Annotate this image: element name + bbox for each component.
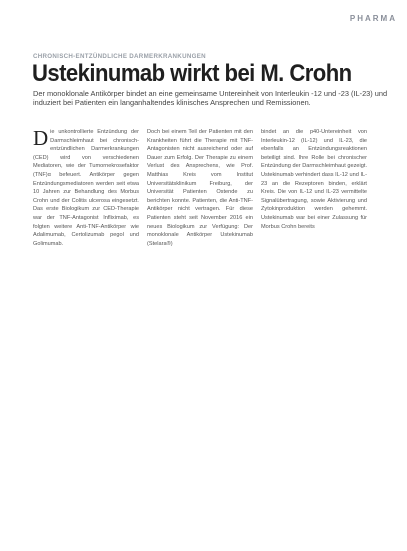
kicker: CHRONISCH-ENTZÜNDLICHE DARMERKRANKUNGEN [33, 53, 206, 60]
page-title: Ustekinumab wirkt bei M. Crohn [32, 60, 352, 87]
drop-cap: D [33, 128, 49, 150]
lead-paragraph: Der monoklonale Antikörper bindet an eine gemeinsame Untereinheit von Interleukin -12 und -23 (IL-23) und induziert bei Patienten ein langanhaltendes klinisches Ansprechen und Remissionen. [33, 89, 388, 108]
text-column-3 [261, 128, 367, 293]
section-tag: PHARMA [349, 14, 397, 23]
body-text-2: Doch bei einem Teil der Patienten mit den Krankheiten führt die Therapie mit TNF-Antagonisten nicht ausreichend oder auf Dauer zum Erfolg. Der Therapie zu einem Verlust des Ansprechens, wie Prof. Matthias Kreis vom Institut Universitätsklinikum Freiburg, der Universität Patienten Ostende zu berichten konnte. Patienten, die Anti-TNF-Antikörper nicht vertragen. Für diese Patienten steht seit November 2016 ein neues Biologikum zur Verfügung: Der monoklonale Antikörper Ustekinumab (Stelara®) [147, 129, 253, 247]
body-text-1: ie unkontrollierte Entzündung der Darmschleimhaut bei chronisch-entzündlichen Darmerkrankungen (CED) wird von verschiedenen Mediatoren, wie der Tumornekrosefaktor (TNF)α befeuert. Antikörper gegen Entzündungsmediatoren werden seit etwa 10 Jahren zur Behandlung des Morbus Crohn und der Colitis ulcerosa eingesetzt. Das erste Biologikum zur CED-Therapie war der TNF-Antagonist Infliximab, es folgten weitere Anti-TNF-Antikörper wie Adalimumab, Certolizumab pegol und Golimumab. [33, 129, 139, 247]
text-column-1 [33, 128, 139, 293]
body-text-3: bindet an die p40-Untereinheit von Interleukin-12 (IL-12) und IL-23, die ebenfalls an Entzündungsreaktionen beteiligt sind. Ihre Rolle bei chronischer Entzündung der Darmschleimhaut gezeigt. Ustekinumab verhindert dass IL-12 und IL-23 an die Rezeptoren binden, erklärt Kreis. Die von IL-12 und IL-23 vermittelte Signalübertragung, sowie Aktivierung und Zytokinproduktion werden gehemmt. Ustekinumab war bei einer Zulassung für Morbus Crohn bereits [261, 129, 367, 230]
text-column-2 [147, 128, 253, 293]
